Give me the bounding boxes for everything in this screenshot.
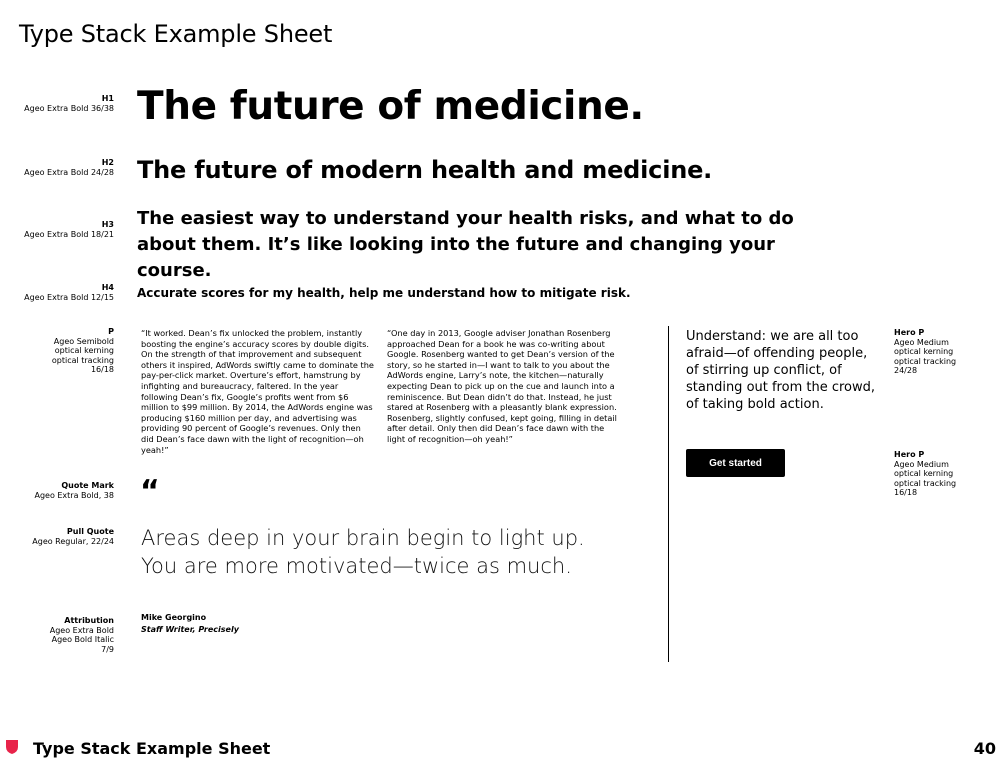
attribution-spec <box>0 616 114 654</box>
paragraph-spec-line1: Ageo Semibold <box>53 336 114 346</box>
hero-p-spec-1-line2: optical kerning <box>894 347 954 356</box>
paragraph-spec-line3: optical tracking <box>51 355 114 365</box>
quote-mark-spec-detail: Ageo Extra Bold, 38 <box>34 490 114 500</box>
paragraph-spec-tag: P <box>108 327 114 336</box>
paragraph-sample-2: “One day in 2013, Google adviser Jonathan Rosenberg approached Dean for a book he was co-writing about Google. Rosenberg wanted to get Dean’s version of the story, so he started in—I want to talk to you about the AdWords engine, Larry’s note, the kitchen—naturally expecting Dean to pick up on the cue and launch into a reminiscence. But Dean didn’t do that. Instead, he just stared at Rosenberg with a pleasantly blank expression. Rosenberg, slightly confused, kept going, filling in detail after detail. Only then did Dean’s face dawn with the light of recognition—oh yeah!” <box>387 328 617 444</box>
h2-spec <box>0 158 114 177</box>
hero-p-spec-2-line4: 16/18 <box>894 488 918 497</box>
get-started-button[interactable]: Get started <box>686 449 785 477</box>
hero-p-spec-1 <box>894 328 956 376</box>
h3-spec <box>0 220 114 239</box>
attribution-spec-line2: Ageo Bold Italic <box>51 635 114 644</box>
hero-p-spec-2-line1: Ageo Medium <box>894 459 949 469</box>
footer-title: Type Stack Example Sheet <box>33 739 271 758</box>
hero-p-spec-2-line2: optical kerning <box>894 469 954 478</box>
attribution-role: Staff Writer, Precisely <box>141 625 239 634</box>
hero-p-spec-1-line4: 24/28 <box>894 366 918 375</box>
attribution-spec-tag: Attribution <box>64 616 114 625</box>
paragraph-spec-line4: 16/18 <box>90 365 114 374</box>
quote-mark-spec-tag: Quote Mark <box>61 481 114 490</box>
paragraph-spec <box>0 327 114 375</box>
page-title: Type Stack Example Sheet <box>19 20 333 48</box>
h4-spec-detail: Ageo Extra Bold 12/15 <box>24 292 114 302</box>
h2-sample: The future of modern health and medicine. <box>137 156 713 184</box>
h3-spec-detail: Ageo Extra Bold 18/21 <box>24 229 114 239</box>
page-number: 40 <box>973 739 996 758</box>
h2-spec-tag: H2 <box>101 158 114 167</box>
hero-p-spec-1-tag: Hero P <box>894 328 925 337</box>
attribution-spec-line1: Ageo Extra Bold <box>49 625 114 635</box>
h1-sample: The future of medicine. <box>137 84 644 129</box>
hero-paragraph-sample: Understand: we are all too afraid—of offending people, of stirring up conflict, of standing out from the crowd, of taking bold action. <box>686 329 876 412</box>
h3-sample: The easiest way to understand your health risks, and what to do about them. It’s like looking into the future and changing your course. <box>137 208 794 281</box>
pull-quote-spec-detail: Ageo Regular, 22/24 <box>32 536 114 546</box>
hero-p-spec-1-line1: Ageo Medium <box>894 337 949 347</box>
h1-spec <box>0 94 114 113</box>
paragraph-sample-1: “It worked. Dean’s fix unlocked the problem, instantly boosting the engine’s accuracy scores by double digits. On the strength of that improvement and subsequent others it inspired, AdWords swiftly came to dominate the pay-per-click market. Overture’s effort, hamstrung by infighting and bureaucracy, faltered. In the year following Dean’s fix, Google’s profits went from $6 million to $99 million. By 2014, the AdWords engine was producing $160 million per day, and advertising was providing 90 percent of Google’s revenues. Only then did Dean’s face dawn with the light of recognition—oh yeah!” <box>141 328 374 455</box>
hero-p-spec-2 <box>894 450 956 498</box>
paragraph-spec-line2: optical kerning <box>54 346 114 355</box>
attribution-name: Mike Georgino <box>141 613 207 622</box>
h4-spec-tag: H4 <box>101 283 114 292</box>
h4-spec <box>0 283 114 302</box>
quote-mark-sample: “ <box>140 474 160 509</box>
quote-mark-spec <box>0 481 114 500</box>
pull-quote-sample <box>141 524 661 580</box>
h3-spec-tag: H3 <box>101 220 114 229</box>
column-divider <box>668 326 669 662</box>
h2-spec-detail: Ageo Extra Bold 24/28 <box>24 167 114 177</box>
pull-quote-spec <box>0 527 114 546</box>
brand-shield-icon <box>6 740 18 754</box>
h1-spec-detail: Ageo Extra Bold 36/38 <box>24 103 114 113</box>
hero-p-spec-2-tag: Hero P <box>894 450 925 459</box>
hero-p-spec-1-line3: optical tracking <box>894 356 957 366</box>
h1-spec-tag: H1 <box>101 94 114 103</box>
pull-quote-spec-tag: Pull Quote <box>66 527 114 536</box>
attribution-spec-line3: 7/9 <box>101 644 114 654</box>
pull-quote-line-1: Areas deep in your brain begin to light up. <box>141 526 585 550</box>
hero-p-spec-2-line3: optical tracking <box>894 478 957 488</box>
pull-quote-line-2: You are more motivated—twice as much. <box>141 554 572 578</box>
h4-sample: Accurate scores for my health, help me understand how to mitigate risk. <box>137 286 631 300</box>
